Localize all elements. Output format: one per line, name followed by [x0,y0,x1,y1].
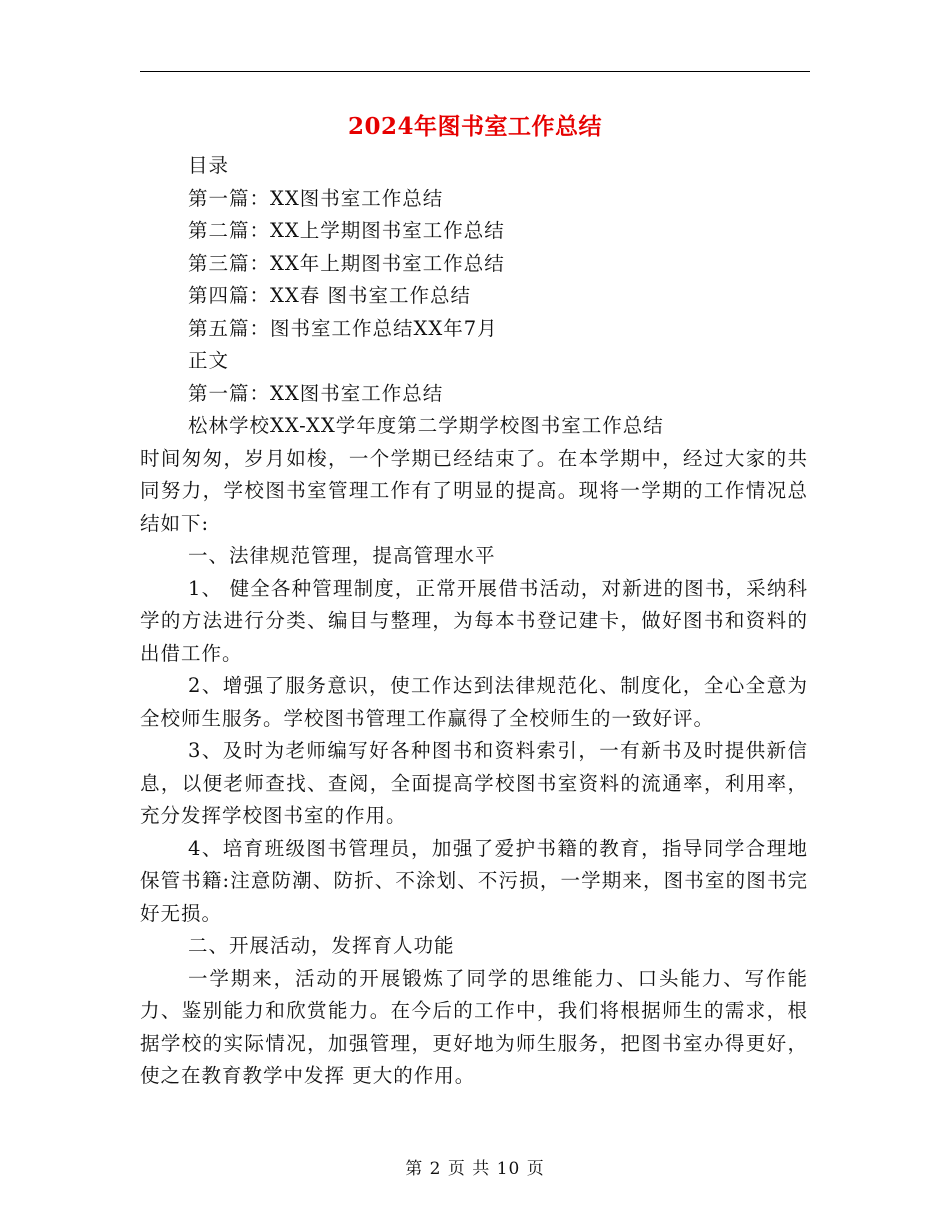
toc-item-1: 第一篇：XX图书室工作总结 [188,186,444,210]
section-1-heading: 一、法律规范管理，提高管理水平 [188,544,496,567]
section-2-paragraph: 一学期来，活动的开展锻炼了同学的思维能力、口头能力、写作能力、鉴别能力和欣赏能力。在今后的工作中，我们将根据师生的需求，根据学校的实际情况，加强管理，更好地为师生服务，把图书室办得更好，使之在教育教学中发挥 更大的作用。 [140,966,808,1087]
doc-subtitle: 松林学校XX-XX学年度第二学期学校图书室工作总结 [188,414,664,437]
item-3-paragraph: 3、及时为老师编写好各种图书和资料索引，一有新书及时提供新信息，以便老师查找、查阅，全面提高学校图书室资料的流通率，利用率，充分发挥学校图书室的作用。 [140,739,808,827]
toc-item-3: 第三篇：XX年上期图书室工作总结 [188,251,505,275]
section-2-heading: 二、开展活动，发挥育人功能 [188,934,455,957]
document-title: 2024年图书室工作总结 [347,113,602,140]
page-number: 第 2 页 共 10 页 [405,1159,545,1179]
item-2-paragraph: 2、增强了服务意识，使工作达到法律规范化、制度化，全心全意为全校师生服务。学校图书管理工作赢得了全校师生的一致好评。 [140,674,808,730]
body-heading: 正文 [188,349,230,372]
intro-paragraph: 时间匆匆，岁月如梭，一个学期已经结束了。在本学期中，经过大家的共同努力，学校图书室管理工作有了明显的提高。现将一学期的工作情况总结如下: [140,446,808,535]
toc-item-4: 第四篇：XX春 图书室工作总结 [188,284,471,307]
item-4-paragraph: 4、培育班级图书管理员，加强了爱护书籍的教育，指导同学合理地保管书籍:注意防潮、防折、不涂划、不污损，一学期来，图书室的图书完好无损。 [140,836,808,925]
item-1-paragraph: 1、 健全各种管理制度，正常开展借书活动，对新进的图书，采纳科学的方法进行分类、编目与整理，为每本书登记建卡，做好图书和资料的出借工作。 [140,576,808,665]
header-rule [140,71,810,72]
part-title: 第一篇：XX图书室工作总结 [188,381,444,405]
toc-heading: 目录 [188,154,230,177]
toc-item-2: 第二篇：XX上学期图书室工作总结 [188,219,505,242]
document-body [140,150,808,1093]
toc-item-5: 第五篇：图书室工作总结XX年7月 [188,316,498,340]
